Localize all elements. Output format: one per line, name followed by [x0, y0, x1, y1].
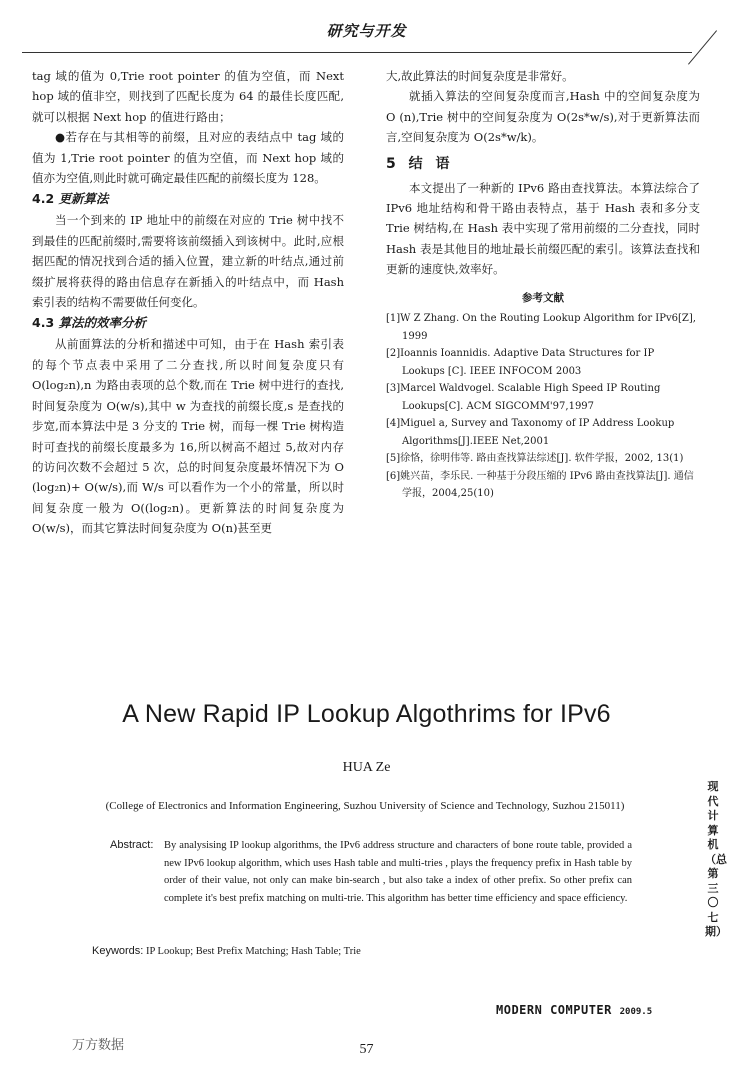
english-author: HUA Ze [342, 760, 391, 775]
right-column [386, 66, 700, 503]
reference-item: [2]Ioannis Ioannidis. Adaptive Data Structures for IP Lookups [C]. IEEE INFOCOM 2003 [386, 348, 655, 377]
journal-issue: 2009.5 [619, 1007, 653, 1017]
journal-name: MODERN COMPUTER [496, 1003, 612, 1017]
reference-item: [5]徐恪，徐明伟等. 路由查找算法综述[J]. 软件学报，2002, 13(1) [386, 453, 684, 465]
keywords-text: IP Lookup; Best Prefix Matching; Hash Table; Trie [145, 946, 361, 957]
paragraph: 当一个到来的 IP 地址中的前缀在对应的 Trie 树中找不到最佳的匹配前缀时,需要将该前缀插入到该树中。此时,应根据匹配的情况找到合适的插入位置，建立新的叶结点,通过前缀扩展将获得的路由信息存在新插入的叶结点中，而 Hash 索引表的结构不需要做任何变化。 [32, 213, 344, 310]
paragraph: 就插入算法的空间复杂度而言,Hash 中的空间复杂度为 O (n),Trie 树中的空间复杂度为 O(2s*w/s),对于更新算法而言,空间复杂度为 O(2s*w/k)。 [386, 89, 700, 145]
section-number: 4.3 [32, 315, 55, 331]
section-number: 5 [386, 155, 400, 172]
english-abstract [92, 837, 632, 907]
watermark: 万方数据 [72, 1038, 125, 1053]
left-column [32, 66, 344, 539]
section-heading-5 [386, 152, 700, 176]
reference-item: [4]Miguel a, Survey and Taxonomy of IP Address Lookup Algorithms[J].IEEE Net,2001 [386, 418, 675, 447]
english-keywords [92, 945, 632, 957]
references-heading: 参考文献 [522, 291, 564, 304]
reference-item: [6]姚兴苗，李乐民. 一种基于分段压缩的 IPv6 路由查找算法[J]. 通信学报，2004,25(10) [386, 470, 694, 500]
keywords-label: Keywords: [92, 945, 144, 957]
abstract-text: By analysising IP lookup algorithms, the IPv6 address structure and characters of bone route table, provided a new IPv6 lookup algorithm, which uses Hash table and multi-tries , plays the frequency prefix in Hash table by order of their value, not only can make bin-search , but also take a index of other prefix. So other prefix can complete it's best prefix matching on multi-trie. This algorithm has better time efficiency and space efficiency. [164, 840, 632, 904]
reference-item: [3]Marcel Waldvogel. Scalable High Speed IP Routing Lookups[C]. ACM SIGCOMM'97,1997 [386, 383, 661, 412]
header-rule [22, 52, 692, 53]
reference-item: [1]W Z Zhang. On the Routing Lookup Algorithm for IPv6[Z], 1999 [386, 313, 696, 342]
english-title: A New Rapid IP Lookup Algothrims for IPv6 [122, 700, 611, 728]
section-heading-4-2 [32, 188, 344, 210]
running-header: 研究与开发 [326, 22, 407, 40]
paragraph: 从前面算法的分析和描述中可知，由于在 Hash 索引表的每个节点表中采用了二分查找,所以时间复杂度只有 O(log₂n),n 为路由表项的总个数,而在 Trie 树中进行的查找,时间复杂度为 O(w/s),其中 w 为查找的前缀长度,s 是查找的步宽,而本算法中是 3 分支的 Trie 树，而每一棵 Trie 树构造时可查找的前缀长度最多为 16,所以树高不超过 5,故对内存的访问次数不会超过 5 次，总的时间复杂度最坏情况下为 O (log₂n)+ O(w/s),而 W/s 可以看作为一个小的常量，所以时间复杂度一般为 O((log₂n)。更新算法的时间复杂度为 O(w/s)，而其它算法时间复杂度为 O(n)甚至更 [32, 337, 344, 536]
section-title: 结 语 [408, 155, 454, 172]
paragraph: 本文提出了一种新的 IPv6 路由查找算法。本算法综合了 IPv6 地址结构和骨干路由表特点，基于 Hash 表和多分支 Trie 树结构,在 Hash 表中实现了常用前缀的二分查找，同时 Hash 表是其他目的地址最长前缀匹配的索引。该算法查找和更新的速度快,效率好。 [386, 180, 700, 277]
paragraph: tag 域的值为 0,Trie root pointer 的值为空值，而 Next hop 域的值非空，则找到了匹配长度为 64 的最佳长度匹配,就可以根据 Next hop 的值进行路由； [32, 69, 344, 124]
section-title: 更新算法 [58, 191, 109, 207]
paragraph: 大,故此算法的时间复杂度是非常好。 [386, 69, 574, 83]
english-affiliation: (College of Electronics and Information Engineering, Suzhou University of Science and Technology, Suzhou 215011) [105, 800, 625, 812]
section-heading-4-3 [32, 312, 344, 334]
side-journal-label: 现代计算机（总第三〇七期） [705, 780, 727, 938]
paragraph: ●若存在与其相等的前缀，且对应的表结点中 tag 域的值为 1,Trie root pointer 的值为空值，而 Next hop 域的值亦为空值,则此时就可确定最佳匹配的前缀长度为 128。 [32, 130, 344, 186]
footer-journal [496, 1003, 652, 1017]
page-number: 57 [359, 1042, 374, 1057]
section-title: 算法的效率分析 [58, 315, 147, 331]
section-number: 4.2 [32, 191, 55, 207]
abstract-label: Abstract: [110, 839, 154, 851]
reference-list [386, 310, 700, 503]
